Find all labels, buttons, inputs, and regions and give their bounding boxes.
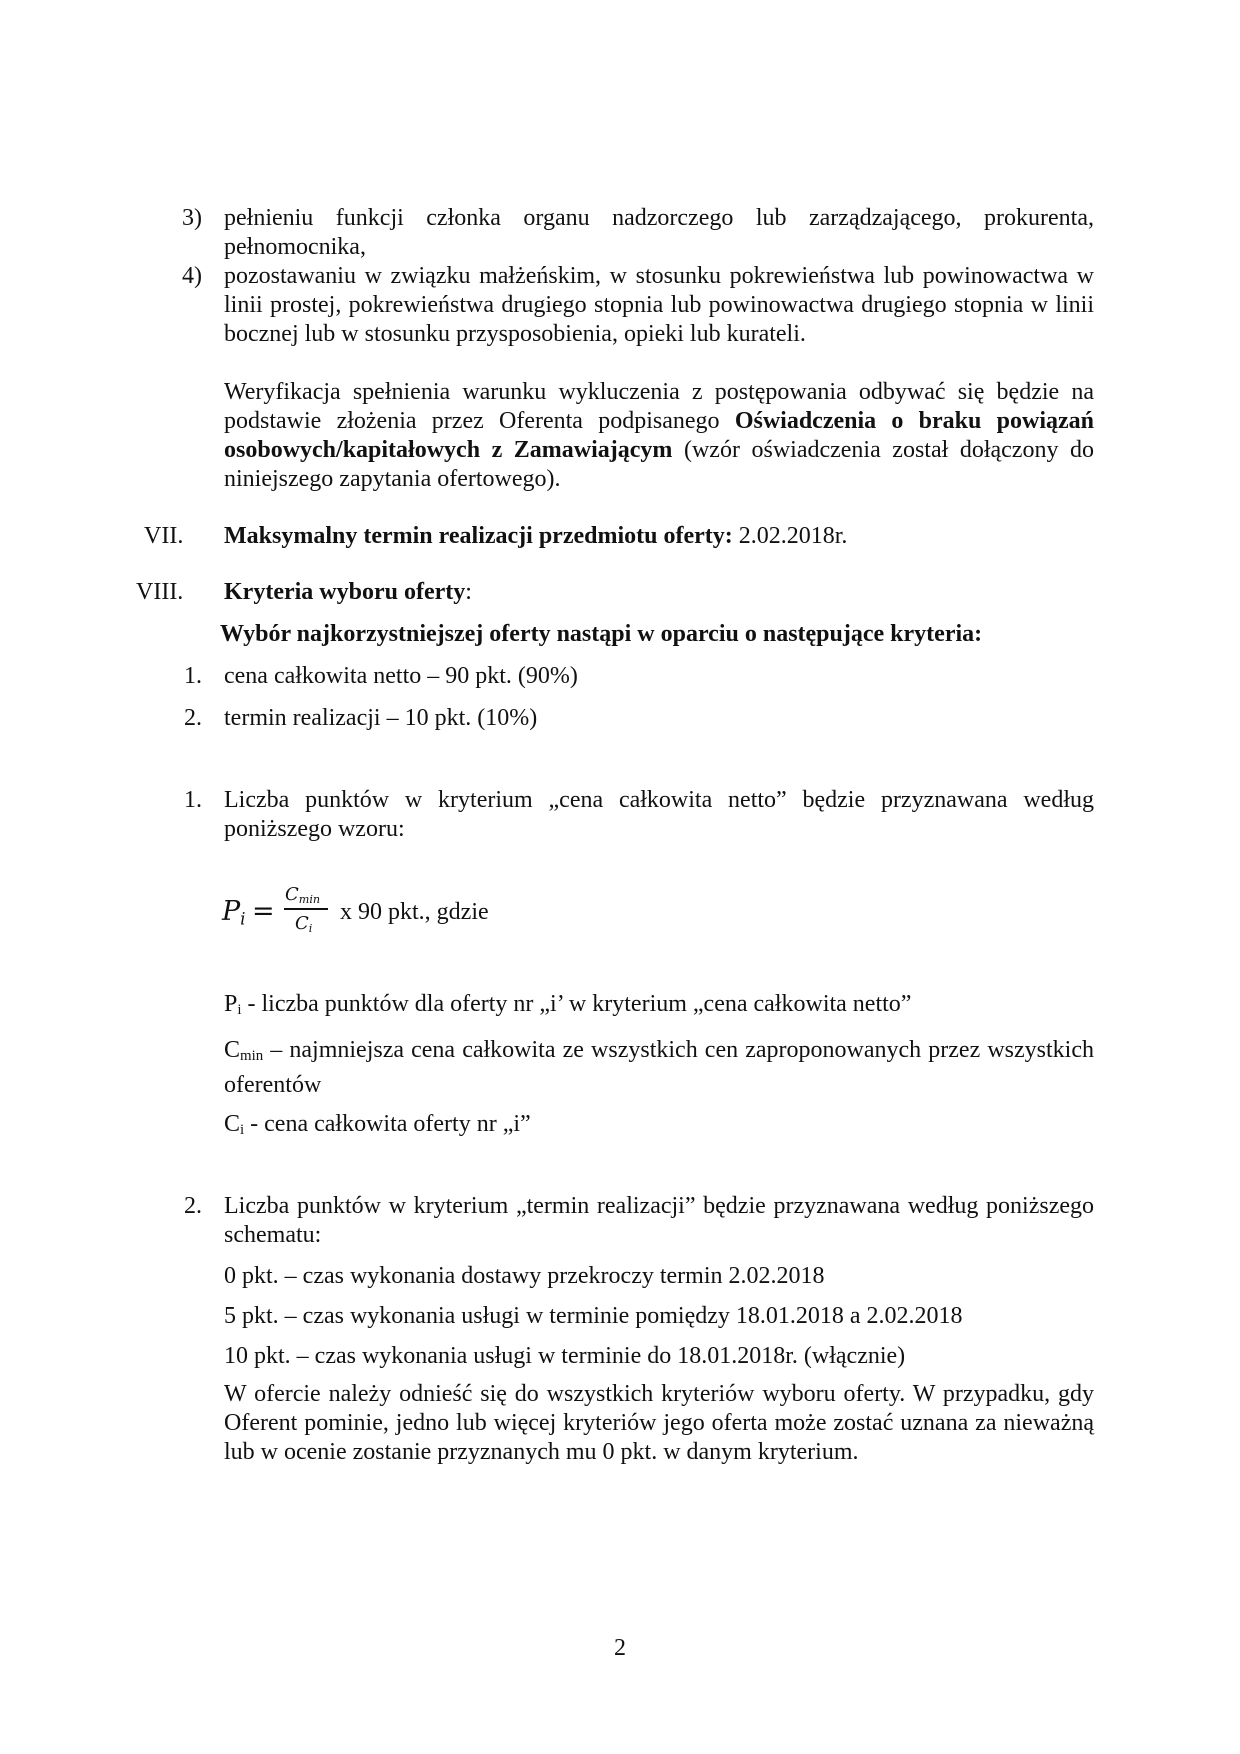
score-line: 0 pkt. – czas wykonania dostawy przekroczy termin 2.02.2018 [224, 1263, 825, 1289]
section-number: VIII. [136, 579, 184, 605]
formula-numerator: $C_{min}$ [285, 884, 321, 907]
list-item: pozostawaniu w związku małżeńskim, w stosunku pokrewieństwa lub powinowactwa w linii prostej, pokrewieństwa drugiego stopnia lub powinowactwa drugiego stopnia w linii bocznej lub w stosunku przysposobienia, opieki lub kurateli. [224, 263, 1094, 347]
list-number: 4) [182, 263, 202, 289]
formula-denominator: $C_i$ [295, 913, 313, 936]
list-item: pełnieniu funkcji członka organu nadzorczego lub zarządzającego, prokurenta, pełnomocnika, [224, 205, 1094, 260]
list-number: 2. [184, 705, 202, 731]
formula-tail: x 90 pkt., gdzie [340, 899, 489, 925]
closing-paragraph: W ofercie należy odnieść się do wszystkich kryteriów wyboru oferty. W przypadku, gdy Oferent pominie, jedno lub więcej kryteriów jego oferta może zostać uznana za nieważną lub w ocenie zostanie przyznanych mu 0 pkt. w danym kryterium. [224, 1381, 1094, 1465]
score-line: 5 pkt. – czas wykonania usługi w terminie pomiędzy 18.01.2018 a 2.02.2018 [224, 1303, 963, 1329]
section-vii-heading: Maksymalny termin realizacji przedmiotu oferty: 2.02.2018r. [224, 523, 848, 549]
formula-equals: = [252, 896, 275, 927]
section-number: VII. [144, 523, 184, 549]
time-criterion-text: Liczba punktów w kryterium „termin realizacji” będzie przyznawana według poniższego schematu: [224, 1193, 1094, 1248]
declaration-name: Oświadczenia o braku powiązań osobowych/kapitałowych z Zamawiającym [224, 408, 1094, 463]
list-number: 3) [182, 205, 202, 231]
list-number: 1. [184, 787, 202, 813]
list-number: 1. [184, 663, 202, 689]
fraction-bar [284, 908, 328, 910]
verification-paragraph: Weryfikacja spełnienia warunku wykluczenia z postępowania odbywać się będzie na podstawie złożenia przez Oferenta podpisanego Oświadczenia o braku powiązań osobowych/kapitałowych z Zamawiającym (wzór oświadczenia został dołączony do niniejszego zapytania ofertowego). [224, 379, 1094, 492]
definition-ci: Ci - cena całkowita oferty nr „i” [224, 1111, 531, 1138]
price-criterion-text: Liczba punktów w kryterium „cena całkowita netto” będzie przyznawana według poniższego wzoru: [224, 787, 1094, 842]
criteria-subheading: Wybór najkorzystniejszej oferty nastąpi w oparciu o następujące kryteria: [220, 621, 983, 647]
criterion-item: cena całkowita netto – 90 pkt. (90%) [224, 663, 578, 689]
score-line: 10 pkt. – czas wykonania usługi w terminie do 18.01.2018r. (włącznie) [224, 1343, 906, 1369]
list-number: 2. [184, 1193, 202, 1219]
criterion-item: termin realizacji – 10 pkt. (10%) [224, 705, 538, 731]
section-viii-heading: Kryteria wyboru oferty: [224, 579, 472, 605]
definition-cmin: Cmin – najmniejsza cena całkowita ze wszystkich cen zaproponowanych przez wszystkich oferentów [224, 1037, 1094, 1098]
formula-lhs: $P_i$ [222, 896, 246, 929]
definition-p: Pi - liczba punktów dla oferty nr „i’ w kryterium „cena całkowita netto” [224, 991, 912, 1018]
page-number: 2 [614, 1635, 626, 1661]
